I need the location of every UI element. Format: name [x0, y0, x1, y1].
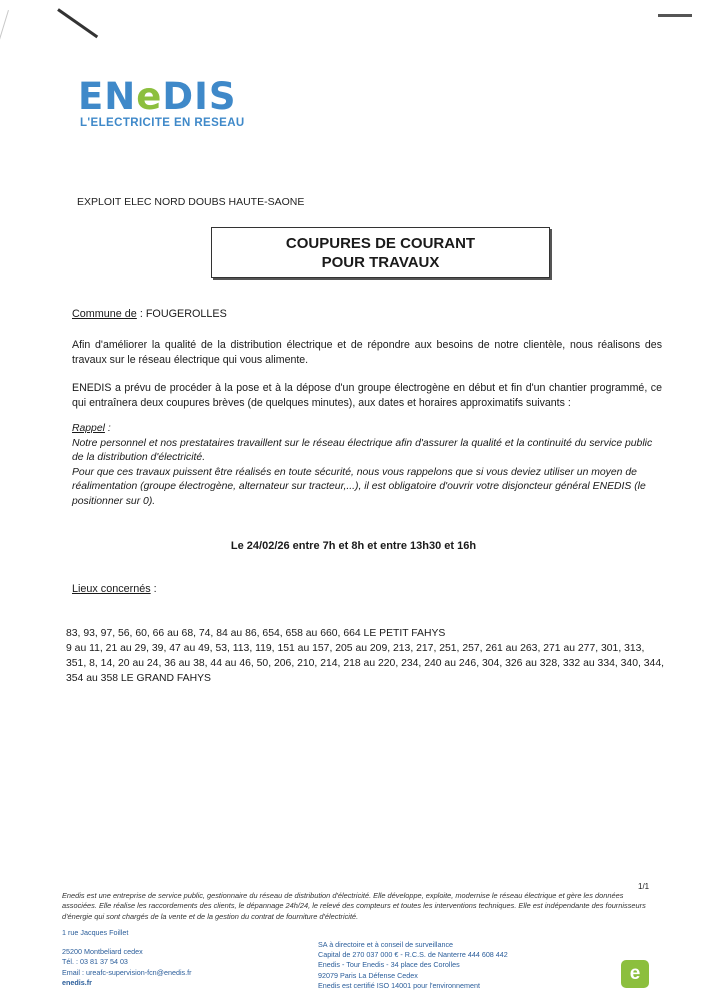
lieux-heading: Lieux concernés : — [72, 583, 157, 595]
page-number: 1/1 — [638, 882, 650, 891]
intro-paragraph: Afin d'améliorer la qualité de la distribution électrique et de répondre aux besoins de notre clientèle, nous réalisons des travaux sur le réseau électrique qui vous alimente. — [72, 339, 662, 366]
commune-label: Commune de — [72, 308, 137, 320]
rappel-block: Rappel : Notre personnel et nos prestataires travaillent sur le réseau électrique afin d'assurer la qualité et la continuité du service public de la distribution d'électricité. Pour que ces travaux puissent être réalisés en toute sécurité, nous vous rappelons que si vous deviez utiliser un moyen de réalimentation (groupe électrogène, alternateur sur tracteur,...), il est obligatoire d'ouvrir votre disjoncteur général ENEDIS (le positionner sur 0). — [72, 422, 662, 510]
lieux-petit-fahys: 83, 93, 97, 56, 60, 66 au 68, 74, 84 au 86, 654, 658 au 660, 664 LE PETIT FAHYS — [66, 628, 446, 639]
notice-title-box — [211, 227, 550, 278]
footer-city: 25200 Montbeliard cedex — [62, 947, 143, 957]
lieux-grand-fahys: 9 au 11, 21 au 29, 39, 47 au 49, 53, 113, 119, 151 au 157, 205 au 209, 213, 217, 251, 257, 261 au 263, 271 au 277, 301, 313, 351, 8, 14, 20 au 24, 36 au 38, 44 au 46, 50, 206, 210, 214, 218 au 220, 234, 240 au 246, 304, 326 au 328, 332 au 334, 340, 344, 354 au 358 LE GRAND FAHYS — [66, 643, 664, 684]
notice-title-line1: COUPURES DE COURANT — [285, 235, 476, 252]
footer-website[interactable]: enedis.fr — [62, 977, 92, 987]
rappel-text-1: Notre personnel et nos prestataires travaillent sur le réseau électrique afin d'assurer la qualité et la continuité du service public de la distribution d'électricité. — [72, 437, 653, 464]
scan-artifact-line — [0, 10, 9, 163]
service-name: EXPLOIT ELEC NORD DOUBS HAUTE-SAONE — [77, 196, 305, 208]
scan-artifact-mark — [658, 14, 692, 17]
footer-street: 1 rue Jacques Foillet — [62, 928, 129, 937]
enedis-logo: ENeDIS — [78, 75, 237, 118]
logo-tagline: L'ELECTRICITE EN RESEAU — [80, 117, 245, 129]
commune-line: Commune de : FOUGEROLLES — [72, 308, 227, 320]
generator-paragraph: ENEDIS a prévu de procéder à la pose et à la dépose d'un groupe électrogène en début et fin d'un chantier programmé, ce qui entraînera deux coupures brèves (de quelques minutes), aux dates et horaires approximatifs suivants : — [72, 382, 662, 409]
footer-email[interactable]: Email : ureafc-supervision-fcn@enedis.fr — [62, 967, 192, 977]
enedis-e-icon: e — [621, 960, 649, 988]
rappel-label: Rappel — [72, 423, 105, 434]
scan-artifact-mark — [57, 8, 98, 38]
footer-phone: Tél. : 03 81 37 54 03 — [62, 957, 128, 967]
footer-intro: Enedis est une entreprise de service public, gestionnaire du réseau de distribution d'électricité. Elle développe, exploite, modernise le réseau électrique et gère les données associées. Elle réalise les raccordements des clients, le dépannage 24h/24, le relevé des compteurs et toutes les interventions techniques. Elle est indépendante des fournisseurs d'énergie qui sont chargés de la vente et de la gestion du contrat de fourniture d'électricité. — [62, 891, 646, 921]
commune-value: FOUGEROLLES — [145, 308, 227, 320]
footer-legal: SA à directoire et à conseil de surveillance Capital de 270 037 000 € - R.C.S. de Nanterre 444 608 442 Enedis - Tour Enedis - 34 place des Corolles 92079 Paris La Défense Cedex Enedis est certifié ISO 14001 pour l'environnement — [318, 940, 508, 990]
outage-dates: Le 24/02/26 entre 7h et 8h et entre 13h30 et 16h — [230, 540, 477, 552]
footer-contact — [62, 928, 192, 988]
notice-title-line2: POUR TRAVAUX — [321, 254, 440, 271]
rappel-text-2: Pour que ces travaux puissent être réalisés en toute sécurité, nous vous rappelons que si vous deviez utiliser un moyen de réalimentation (groupe électrogène, alternateur sur tracteur,...), il est obligatoire d'ouvrir votre disjoncteur général ENEDIS (le positionner sur 0). — [72, 466, 646, 507]
lieux-list — [66, 626, 666, 686]
